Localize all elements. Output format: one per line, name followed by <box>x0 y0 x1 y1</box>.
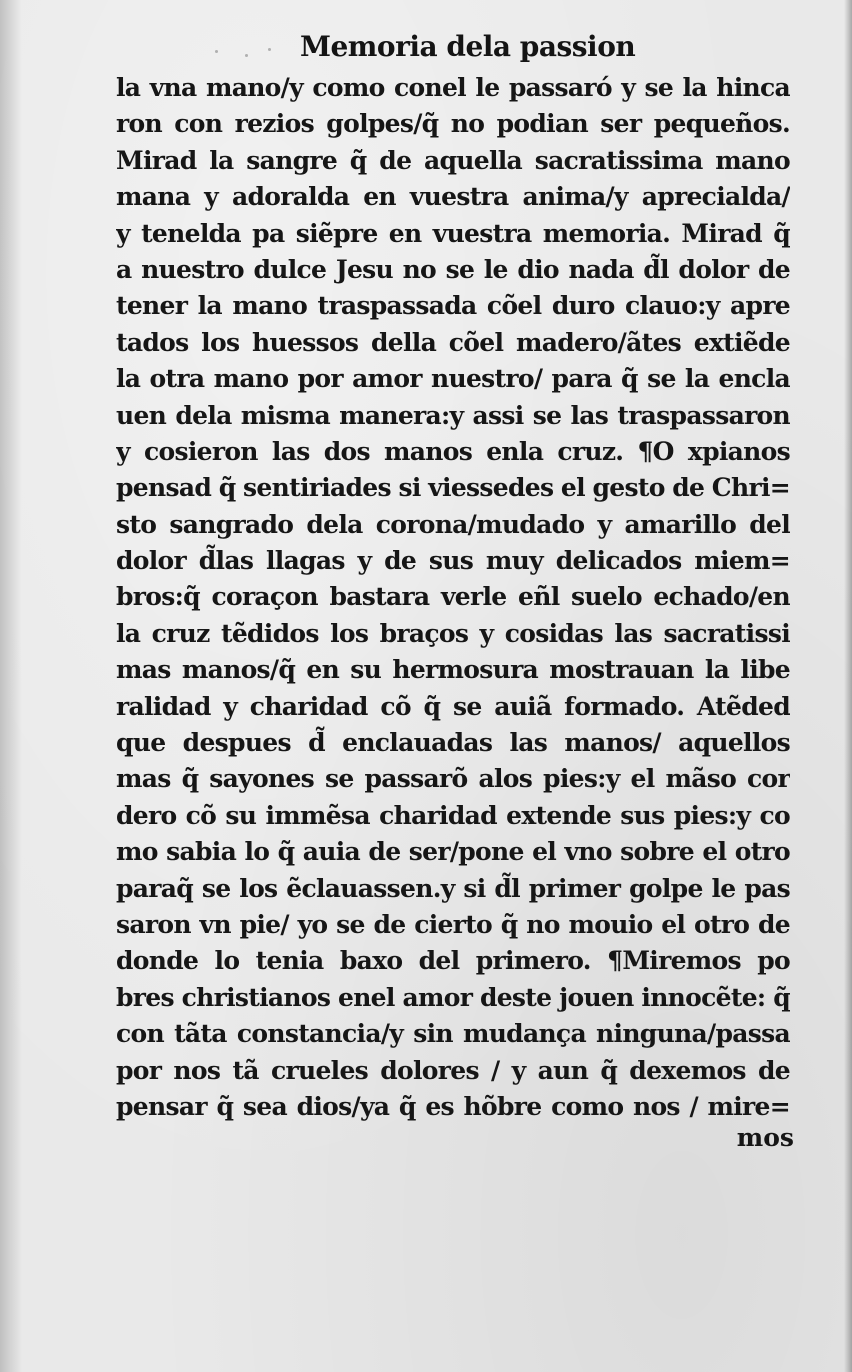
running-head: Memoria dela passion <box>300 30 636 63</box>
text-line: donde lo tenia baxo del primero. ¶Miremos po <box>116 946 790 976</box>
text-line: tados los huessos della cõel madero/ãtes extiẽde <box>116 327 790 357</box>
text-line: uen dela misma manera:y assi se las traspassaron <box>116 400 790 430</box>
text-line: bros:q̃ coraçon bastara verle eñl suelo echado/en <box>116 582 790 612</box>
catchword: mos <box>736 1123 794 1152</box>
gutter-shadow <box>0 0 22 1372</box>
text-line: dero cõ su immẽsa charidad extende sus pies:y co <box>116 800 790 830</box>
text-line: que despues d̃ enclauadas las manos/ aquellos <box>116 728 790 758</box>
text-line: ralidad y charidad cõ q̃ se auiã formado. Atẽded <box>116 691 790 721</box>
text-line: la otra mano por amor nuestro/ para q̃ se la encla <box>116 364 790 394</box>
text-line: y tenelda pa siẽpre en vuestra memoria. Mirad q̃ <box>116 218 790 248</box>
text-line: dolor d̃las llagas y de sus muy delicados miem= <box>116 546 790 576</box>
ink-speck <box>268 48 271 51</box>
text-line: mas q̃ sayones se passarõ alos pies:y el mãso cor <box>116 764 790 794</box>
text-line: mas manos/q̃ en su hermosura mostrauan la libe <box>116 655 790 685</box>
text-line: pensad q̃ sentiriades si viessedes el gesto de Chri= <box>116 473 790 503</box>
text-line: la vna mano/y como conel le passaró y se la hinca <box>116 73 790 102</box>
text-line: tener la mano traspassada cõel duro clauo:y apre <box>116 291 790 321</box>
text-line: a nuestro dulce Jesu no se le dio nada d̃l dolor de <box>116 254 790 284</box>
text-line: paraq̃ se los ẽclauassen.y si d̃l primer golpe le pas <box>116 873 790 903</box>
text-line: pensar q̃ sea dios/ya q̃ es hõbre como nos / mire= <box>116 1091 790 1121</box>
text-line: saron vn pie/ yo se de cierto q̃ no mouio el otro de <box>116 909 790 939</box>
text-line: sto sangrado dela corona/mudado y amarillo del <box>116 509 790 539</box>
text-line: y cosieron las dos manos enla cruz. ¶O xpianos <box>116 436 790 466</box>
ink-speck <box>245 54 248 57</box>
text-line: bres christianos enel amor deste jouen innocẽte: q̃ <box>116 982 790 1012</box>
text-line: con tãta constancia/y sin mudança ninguna/passa <box>116 1019 790 1049</box>
page-edge-shadow <box>844 0 852 1372</box>
ink-speck <box>215 50 218 53</box>
text-line: mo sabia lo q̃ auia de ser/pone el vno sobre el otro <box>116 837 790 867</box>
text-block <box>116 70 790 1125</box>
text-line: mana y adoralda en vuestra anima/y aprecialda/ <box>116 182 790 212</box>
text-line: ron con rezios golpes/q̃ no podian ser pequeños. <box>116 109 790 139</box>
text-line: la cruz tẽdidos los braços y cosidas las sacratissi <box>116 618 790 648</box>
text-line: Mirad la sangre q̃ de aquella sacratissima mano <box>116 145 790 175</box>
text-line: por nos tã crueles dolores / y aun q̃ dexemos de <box>116 1055 790 1085</box>
